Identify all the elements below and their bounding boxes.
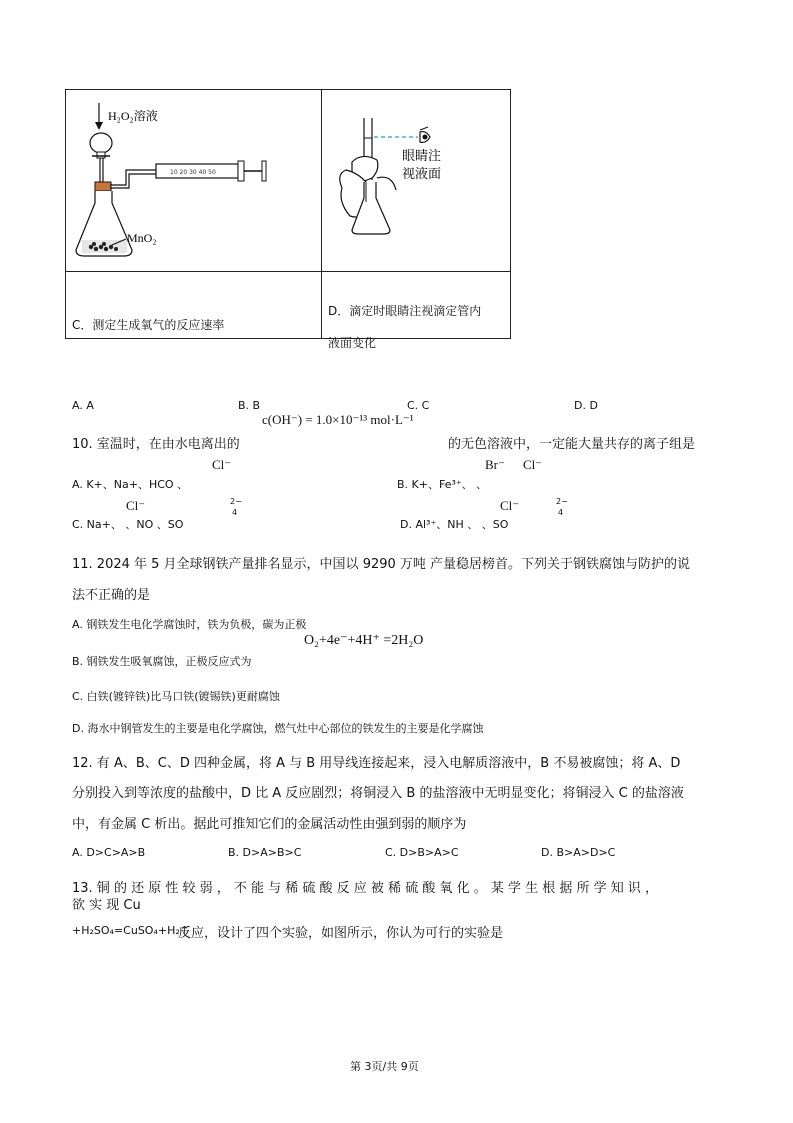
q11-option-c: C. 白铁(镀锌铁)比马口铁(镀锡铁)更耐腐蚀: [72, 690, 280, 703]
q9-option-a: A. A: [72, 399, 94, 412]
q13-stem-line2: 欲 实 现 Cu: [72, 898, 141, 913]
option-d-text-line1: D．滴定时眼睛注视滴定管内: [328, 304, 482, 318]
option-d-cell: [322, 272, 511, 350]
q12-option-d: D. B>A>D>C: [541, 846, 616, 859]
q10-option-a: A. K+、Na+、HCO 、: [72, 478, 189, 491]
q10-option-d-sub: 4: [558, 508, 564, 517]
q12-option-c: C. D>B>A>C: [385, 846, 459, 859]
q10-option-b-ion1: Br⁻: [485, 457, 505, 472]
svg-text:H₂O₂溶液: H₂O₂溶液: [108, 109, 158, 123]
page-footer: 第 3页/共 9页: [350, 1060, 419, 1073]
q11-stem-line2: 法不正确的是: [72, 588, 151, 603]
option-c-text: C．测定生成氧气的反应速率: [72, 318, 225, 332]
q10-stem-suffix: 的无色溶液中，一定能大量共存的离子组是: [448, 437, 696, 452]
svg-text:10 20 30 40 50: 10 20 30 40 50: [170, 169, 216, 176]
svg-text:MnO₂: MnO₂: [127, 231, 157, 245]
q11-option-d: D. 海水中钢管发生的主要是电化学腐蚀，燃气灶中心部位的铁发生的主要是化学腐蚀: [72, 722, 484, 735]
titration-eye-figure: [322, 90, 510, 268]
apparatus-table: [65, 89, 511, 350]
option-c-cell: [66, 272, 322, 339]
q13-stem-line1: 13. 铜 的 还 原 性 较 弱 ， 不 能 与 稀 硫 酸 反 应 被 稀 硫 酸 氧 化 。 某 学 生 根 据 所 学 知 识 ，: [72, 881, 659, 896]
q10-option-b-ion2: Cl⁻: [523, 457, 543, 472]
q12-option-b: B. D>A>B>C: [228, 846, 302, 859]
q9-option-c: C. C: [407, 399, 430, 412]
q10-option-a-ion: Cl⁻: [212, 457, 232, 472]
q9-option-b: B. B: [238, 399, 261, 412]
q10-option-c-sub: 4: [232, 508, 238, 517]
q11-option-b: B. 钢铁发生吸氧腐蚀，正极反应式为: [72, 655, 252, 668]
q12-option-a: A. D>C>A>B: [72, 846, 146, 859]
q10-stem-prefix: 10. 室温时，在由水电离出的: [72, 437, 240, 452]
option-d-text-line2: 液面变化: [328, 336, 377, 350]
oxygen-rate-apparatus-figure: [66, 90, 321, 268]
q10-formula: c(OH⁻) = 1.0×10⁻¹³ mol·L⁻¹: [262, 412, 414, 427]
q13-stem-line3: 反应，设计了四个实验，如图所示，你认为可行的实验是: [178, 926, 504, 941]
q12-stem-line1: 12. 有 A、B、C、D 四种金属，将 A 与 B 用导线连接起来，浸入电解质溶液中，B 不易被腐蚀；将 A、D: [72, 756, 681, 771]
figure-cell-c: [66, 90, 322, 272]
svg-text:眼睛注: 眼睛注: [402, 149, 442, 164]
q12-stem-line2: 分别投入到等浓度的盐酸中，D 比 A 反应剧烈；将铜浸入 B 的盐溶液中无明显变化；将铜浸入 C 的盐溶液: [72, 786, 684, 801]
q10-option-c: C. Na+、 、NO 、SO: [72, 518, 184, 531]
q10-option-d-ion: Cl⁻: [500, 498, 520, 513]
svg-text:视液面: 视液面: [402, 167, 442, 182]
figure-cell-d: [322, 90, 511, 272]
q13-equation: +H₂SO₄=CuSO₄+H₂↑: [72, 924, 189, 937]
q9-option-d: D. D: [574, 399, 598, 412]
q10-option-c-sup: 2−: [230, 497, 242, 506]
q10-option-b: B. K+、Fe³⁺、 、: [397, 478, 488, 491]
q11-stem-line1: 11. 2024 年 5 月全球钢铁产量排名显示，中国以 9290 万吨 产量稳居榜首。下列关于钢铁腐蚀与防护的说: [72, 557, 691, 572]
q11-option-a: A. 钢铁发生电化学腐蚀时，铁为负极，碳为正极: [72, 618, 307, 631]
q10-option-d: D. Al³⁺、NH 、 、SO: [400, 518, 509, 531]
q10-option-d-sup: 2−: [556, 497, 568, 506]
q12-stem-line3: 中，有金属 C 析出。据此可推知它们的金属活动性由强到弱的顺序为: [72, 817, 467, 832]
q11-option-b-formula: O₂+4e⁻+4H⁺ =2H₂O: [304, 633, 424, 648]
q10-option-c-ion: Cl⁻: [126, 498, 146, 513]
